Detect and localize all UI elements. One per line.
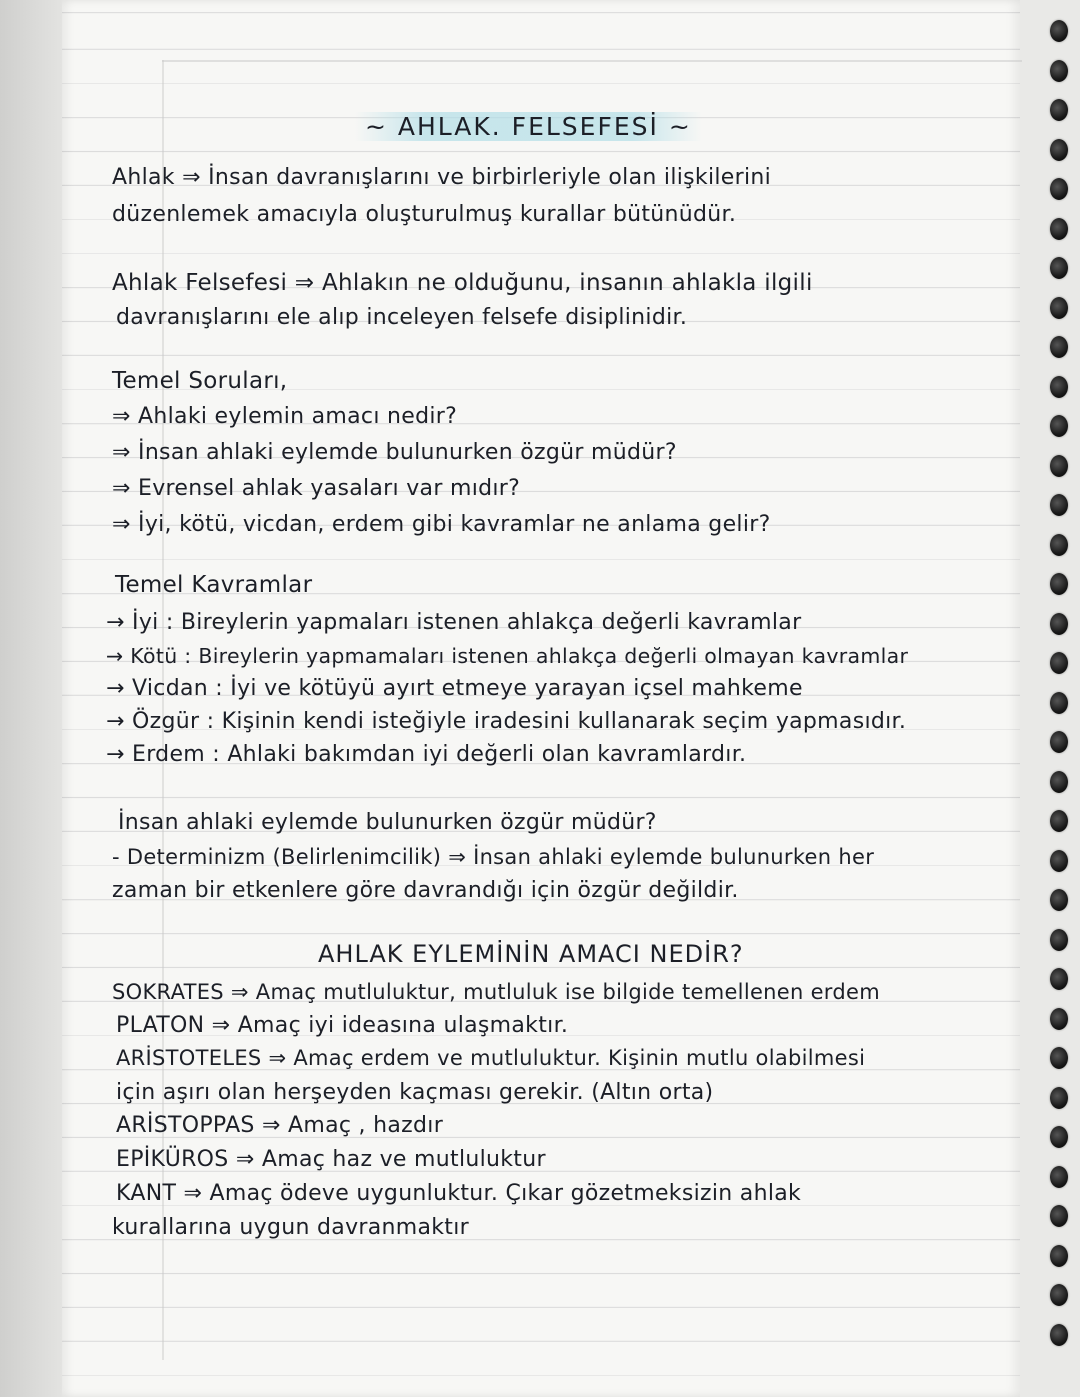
spiral-ring <box>1050 1205 1068 1227</box>
philosophy-definition-line-1: Ahlak Felsefesi ⇒ Ahlakın ne olduğunu, insanın ahlakla ilgili <box>112 270 813 296</box>
spiral-ring <box>1050 613 1068 635</box>
spiral-ring <box>1050 297 1068 319</box>
spiral-ring <box>1050 1324 1068 1346</box>
spiral-ring <box>1050 218 1068 240</box>
spiral-ring <box>1050 60 1068 82</box>
purpose-line: KANT ⇒ Amaç ödeve uygunluktur. Çıkar gözetmeksizin ahlak <box>116 1181 802 1206</box>
purpose-line: SOKRATES ⇒ Amaç mutluluktur, mutluluk ise bilgide temellenen erdem <box>112 980 880 1004</box>
definition-line-1: Ahlak ⇒ İnsan davranışlarını ve birbirleriyle olan ilişkilerini <box>112 165 772 190</box>
spiral-ring <box>1050 968 1068 990</box>
notebook-left-edge <box>0 0 62 1397</box>
concept-item: → Özgür : Kişinin kendi isteğiyle iradesini kullanarak seçim yapmasıdır. <box>106 709 907 734</box>
spiral-ring <box>1050 929 1068 951</box>
spiral-ring <box>1050 99 1068 121</box>
purpose-line: PLATON ⇒ Amaç iyi ideasına ulaşmaktır. <box>116 1013 569 1038</box>
determinism-line-1: - Determinizm (Belirlenimcilik) ⇒ İnsan ahlaki eylemde bulunurken her <box>112 845 875 869</box>
concept-item: → Kötü : Bireylerin yapmamaları istenen ahlakça değerli olmayan kavramlar <box>106 644 909 668</box>
spiral-ring <box>1050 771 1068 793</box>
purpose-line: ARİSTOTELES ⇒ Amaç erdem ve mutluluktur. Kişinin mutlu olabilmesi <box>116 1046 866 1070</box>
spiral-ring <box>1050 494 1068 516</box>
spiral-ring <box>1050 455 1068 477</box>
basic-concepts-heading: Temel Kavramlar <box>115 572 313 598</box>
purpose-line: kurallarına uygun davranmaktır <box>112 1215 469 1240</box>
basic-questions-heading: Temel Soruları, <box>112 368 288 394</box>
purpose-heading: AHLAK EYLEMİNİN AMACI NEDİR? <box>318 940 744 968</box>
spiral-ring <box>1050 1008 1068 1030</box>
concept-item: → İyi : Bireylerin yapmaları istenen ahlakça değerli kavramlar <box>106 610 802 635</box>
spiral-ring <box>1050 1126 1068 1148</box>
spiral-binding <box>1032 20 1072 1390</box>
spiral-ring <box>1050 336 1068 358</box>
spiral-ring <box>1050 257 1068 279</box>
spiral-ring <box>1050 731 1068 753</box>
spiral-ring <box>1050 1284 1068 1306</box>
spiral-ring <box>1050 1087 1068 1109</box>
spiral-ring <box>1050 178 1068 200</box>
question-item: ⇒ İyi, kötü, vicdan, erdem gibi kavramlar ne anlama gelir? <box>112 512 771 537</box>
spiral-ring <box>1050 810 1068 832</box>
spiral-ring <box>1050 889 1068 911</box>
page-title: ~ AHLAK. FELSEFESİ ~ <box>355 112 702 141</box>
spiral-ring <box>1050 534 1068 556</box>
concept-item: → Vicdan : İyi ve kötüyü ayırt etmeye yarayan içsel mahkeme <box>106 676 803 701</box>
freedom-question: İnsan ahlaki eylemde bulunurken özgür müdür? <box>118 810 657 835</box>
purpose-line: için aşırı olan herşeyden kaçması gerekir. (Altın orta) <box>116 1080 714 1105</box>
spiral-ring <box>1050 139 1068 161</box>
definition-line-2: düzenlemek amacıyla oluşturulmuş kurallar bütünüdür. <box>112 202 737 227</box>
spiral-ring <box>1050 652 1068 674</box>
purpose-line: ARİSTOPPAS ⇒ Amaç , hazdır <box>116 1113 444 1138</box>
question-item: ⇒ Evrensel ahlak yasaları var mıdır? <box>112 476 521 501</box>
spiral-ring <box>1050 376 1068 398</box>
purpose-line: EPİKÜROS ⇒ Amaç haz ve mutluluktur <box>116 1147 546 1172</box>
top-line <box>162 60 1022 62</box>
question-item: ⇒ Ahlaki eylemin amacı nedir? <box>112 404 458 429</box>
spiral-ring <box>1050 850 1068 872</box>
spiral-ring <box>1050 1166 1068 1188</box>
spiral-ring <box>1050 573 1068 595</box>
spiral-ring <box>1050 1047 1068 1069</box>
philosophy-definition-line-2: davranışlarını ele alıp inceleyen felsefe disiplinidir. <box>116 305 688 330</box>
determinism-line-2: zaman bir etkenlere göre davrandığı için özgür değildir. <box>112 878 739 903</box>
concept-item: → Erdem : Ahlaki bakımdan iyi değerli olan kavramlardır. <box>106 742 747 767</box>
spiral-ring <box>1050 692 1068 714</box>
spiral-ring <box>1050 20 1068 42</box>
question-item: ⇒ İnsan ahlaki eylemde bulunurken özgür müdür? <box>112 440 677 465</box>
spiral-ring <box>1050 1245 1068 1267</box>
spiral-ring <box>1050 415 1068 437</box>
